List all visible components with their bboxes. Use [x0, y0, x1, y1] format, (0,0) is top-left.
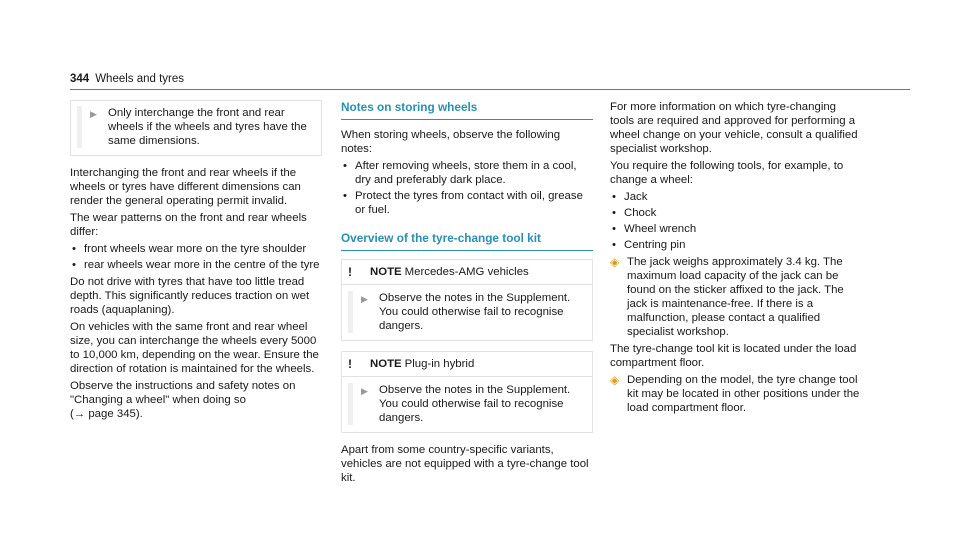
wear-list	[70, 242, 322, 272]
warning-icon: !	[348, 357, 352, 371]
paragraph: You require the following tools, for example, to change a wheel:	[610, 160, 844, 186]
section-heading: Overview of the tyre-change tool kit	[341, 231, 593, 251]
column-3	[610, 100, 862, 418]
storage-list	[341, 159, 593, 217]
warning-icon: !	[348, 265, 352, 279]
column-1	[70, 100, 322, 424]
list-item: • Jack	[610, 190, 862, 204]
section-heading: Notes on storing wheels	[341, 100, 593, 120]
tip-box	[70, 100, 322, 156]
note-label: NOTE	[370, 266, 402, 278]
column-2	[341, 100, 593, 488]
paragraph: The wear patterns on the front and rear wheels differ:	[70, 212, 307, 238]
info-text: Depending on the model, the tyre change tool kit may be located in other positions under the load compartment floor.	[627, 374, 860, 414]
page-link[interactable]: (→ page 345).	[70, 408, 143, 420]
page-header	[70, 72, 184, 86]
list-item: • rear wheels wear more in the centre of the tyre	[70, 258, 322, 272]
info-block	[610, 255, 862, 339]
list-item: • Chock	[610, 206, 862, 220]
paragraph: The tyre-change tool kit is located under the load compartment floor.	[610, 343, 857, 369]
note-text: Observe the notes in the Supplement. You could otherwise fail to recognise dangers.	[379, 384, 571, 424]
note-title: Mercedes-AMG vehicles	[404, 266, 529, 278]
info-icon: ◈	[610, 373, 620, 387]
paragraph: For more information on which tyre-changing tools are required and approved for performing a wheel change on your vehicle, consult a qualified specialist workshop.	[610, 101, 858, 155]
list-item: • Centring pin	[610, 238, 862, 252]
note-title: Plug-in hybrid	[404, 358, 475, 370]
list-item: • front wheels wear more on the tyre shoulder	[70, 242, 322, 256]
tools-list	[610, 190, 862, 252]
arrow-right-icon: ▶	[361, 294, 368, 304]
list-item: • After removing wheels, store them in a cool, dry and preferably dark place.	[341, 159, 593, 187]
header-rule	[70, 89, 910, 90]
info-text: The jack weighs approximately 3.4 kg. The maximum load capacity of the jack can be found on the sticker affixed to the jack. The jack is maintenance-free. If there is a malfunction, please contact a qualified specialist workshop.	[627, 256, 844, 338]
paragraph: When storing wheels, observe the following notes:	[341, 129, 561, 155]
arrow-right-icon: ▶	[90, 109, 97, 119]
info-block	[610, 373, 862, 415]
arrow-right-icon: ▶	[361, 386, 368, 396]
paragraph: Apart from some country-specific variants, vehicles are not equipped with a tyre-change tool kit.	[341, 444, 589, 484]
page-number: 344	[70, 73, 90, 85]
section-title: Wheels and tyres	[95, 73, 185, 85]
paragraph: On vehicles with the same front and rear wheel size, you can interchange the wheels every 5000 to 10,000 km, depending on the wear. Ensure the direction of rotation is maintained for the wheels.	[70, 321, 319, 375]
note-text: Observe the notes in the Supplement. You could otherwise fail to recognise dangers.	[379, 292, 571, 332]
list-item: • Wheel wrench	[610, 222, 862, 236]
note-box	[341, 351, 593, 433]
info-icon: ◈	[610, 255, 620, 269]
note-label: NOTE	[370, 358, 402, 370]
paragraph: Observe the instructions and safety notes on "Changing a wheel" when doing so (→ page 345).	[70, 380, 296, 420]
list-item: • Protect the tyres from contact with oil, grease or fuel.	[341, 189, 593, 217]
tip-text: Only interchange the front and rear wheels if the wheels and tyres have the same dimensions.	[108, 107, 307, 147]
note-box	[341, 259, 593, 341]
paragraph: Do not drive with tyres that have too little tread depth. This significantly reduces traction on wet roads (aquaplaning).	[70, 276, 310, 316]
paragraph: Interchanging the front and rear wheels if the wheels or tyres have different dimensions can render the general operating permit invalid.	[70, 167, 301, 207]
